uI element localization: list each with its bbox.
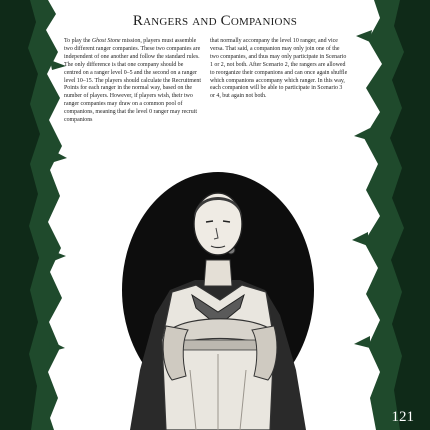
body-text-column-left — [64, 38, 202, 125]
right-forest-border — [344, 0, 430, 430]
body-text-column-right — [210, 38, 348, 101]
intro-continued: mission, players must assemble two different ranger companies. These two companies are independent of one another and follow the standard rules. The only difference is that one company should be centred on a ranger level 0–5 and the second on a ranger level 10–15. The players should calculate the Recruitment Points for each ranger in the normal way, based on the number of players. However, if players wish, their two ranger companies may draw on a common pool of companions, meaning that the level 0 ranger may recruit companions — [64, 38, 201, 124]
page-number: 121 — [391, 409, 414, 425]
intro-paragraph — [64, 38, 202, 125]
mission-name: Ghost Stone — [91, 38, 121, 44]
ranger-portrait-illustration — [100, 140, 335, 430]
left-forest-border — [0, 0, 70, 430]
page-title: Rangers and Companions — [132, 13, 298, 29]
continued-paragraph: that normally accompany the level 10 ranger, and vice versa. That said, a companion may only join one of the two companies, and thus may only participate in Scenario 1 or 2, not both. After Scenario 2, the rangers are allowed to reorganize their companions and can once again shuffle which companions accompany which ranger. In this way, each companion will be able to participate in Scenario 3 or 4, but again not both. — [210, 38, 348, 100]
intro-text: To play the — [64, 38, 92, 44]
